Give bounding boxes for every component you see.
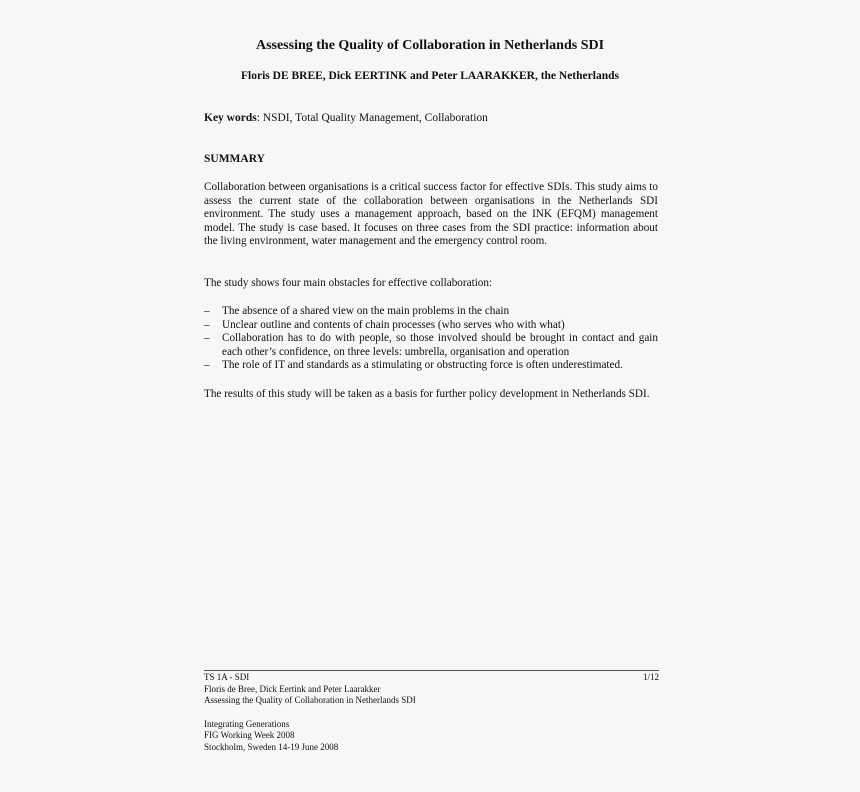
footer-authors: Floris de Bree, Dick Eertink and Peter Laarakker <box>204 683 381 694</box>
summary-paragraph-3: The results of this study will be taken as a basis for further policy development in Netherlands SDI. <box>204 388 650 400</box>
list-item <box>204 332 658 359</box>
summary-paragraph-2: The study shows four main obstacles for effective collaboration: <box>204 277 493 289</box>
summary-heading: SUMMARY <box>204 153 265 165</box>
keywords-text: : NSDI, Total Quality Management, Collaboration <box>256 112 488 124</box>
list-item <box>204 319 658 333</box>
bullet-dash: – <box>204 318 210 331</box>
bullet-dash: – <box>204 359 210 372</box>
page-number: 1/12 <box>642 672 659 682</box>
bullet-dash: – <box>204 305 210 317</box>
keywords-label: Key words <box>204 112 257 124</box>
footer-paper-title: Assessing the Quality of Collaboration in Netherlands SDI <box>204 695 416 705</box>
list-item <box>204 305 658 319</box>
footer-event-line-2: FIG Working Week 2008 <box>204 730 295 740</box>
list-item-text: The role of IT and standards as a stimulating or obstructing force is often underestimated. <box>222 359 623 372</box>
bullet-dash: – <box>204 332 210 345</box>
keywords-line <box>204 112 660 124</box>
footer-divider <box>204 670 659 671</box>
footer-spacer <box>204 707 659 719</box>
paper-authors: Floris DE BREE, Dick EERTINK and Peter LAARAKKER, the Netherlands <box>241 70 619 82</box>
footer-session: TS 1A - SDI <box>204 672 250 682</box>
footer-event-line-1: Integrating Generations <box>204 718 290 729</box>
list-item-text: The absence of a shared view on the main problems in the chain <box>222 305 510 317</box>
summary-paragraph-1: Collaboration between organisations is a critical success factor for effective SDIs. This study aims to assess the current state of the collaboration between organisations in the Netherlands SDI environment. The study uses a management approach, based on the INK (EFQM) management model. The study is case based. It focuses on three cases from the SDI practice: information about the living environment, water management and the emergency control room. <box>204 181 658 248</box>
page-footer <box>204 672 659 753</box>
list-item-text: Collaboration has to do with people, so those involved should be brought in contact and gain each other’s confidence, on three levels: umbrella, organisation and operation <box>222 332 658 358</box>
list-item-text: Unclear outline and contents of chain processes (who serves who with what) <box>222 318 565 331</box>
footer-event-line-3: Stockholm, Sweden 14-19 June 2008 <box>204 741 339 752</box>
obstacles-list <box>204 305 658 373</box>
paper-title: Assessing the Quality of Collaboration in Netherlands SDI <box>255 38 605 53</box>
list-item <box>204 359 658 373</box>
